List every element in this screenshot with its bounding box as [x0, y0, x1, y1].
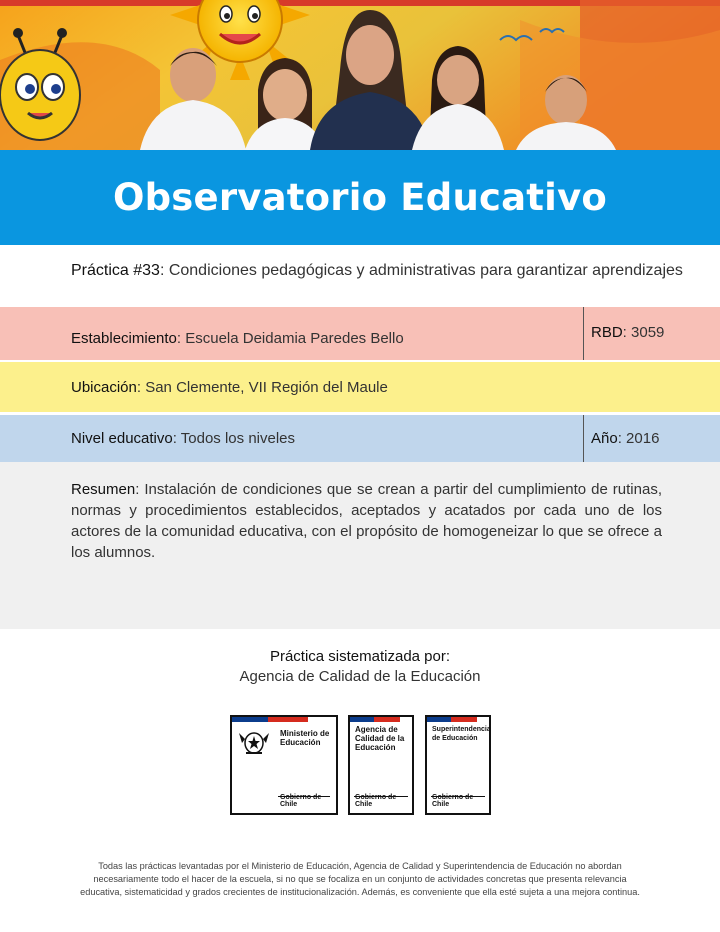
- flag-blue-bar: [427, 717, 451, 722]
- coat-of-arms-icon: [236, 727, 272, 755]
- flag-blue-bar: [232, 717, 268, 722]
- practice-label: Práctica #33: [71, 262, 160, 279]
- row-divider: [583, 307, 584, 360]
- logo-superintendencia-name: [432, 725, 491, 743]
- year-value: : 2016: [617, 430, 660, 447]
- title-band: [0, 150, 720, 245]
- year-label: Año: [591, 430, 618, 447]
- practice-title: : Condiciones pedagógicas y administrativas para garantizar aprendizajes: [159, 262, 683, 279]
- level-row: [0, 415, 720, 462]
- footer-disclaimer: [60, 860, 660, 899]
- logo-gobierno-text: Gobierno de Chile: [355, 794, 397, 808]
- logo-agencia-line2: Calidad de la: [355, 734, 405, 743]
- level-label: Nivel educativo: [71, 430, 173, 447]
- flag-red-bar: [374, 717, 400, 722]
- logo-agencia-calidad: [348, 715, 414, 815]
- systematized-label: Práctica sistematizada por:: [269, 648, 451, 665]
- header-photo: [0, 0, 720, 150]
- rbd-label: RBD: [591, 324, 623, 341]
- logo-superintendencia-line2: de Educación: [432, 735, 478, 742]
- logo-superintendencia: [425, 715, 491, 815]
- summary-section: [0, 462, 720, 629]
- establishment-value: : Escuela Deidamia Paredes Bello: [176, 330, 404, 347]
- logo-agencia-line1: Agencia de: [355, 725, 398, 734]
- location-cell: [71, 379, 388, 396]
- summary-text: : Instalación de condiciones que se crean a partir del cumplimiento de rutinas, normas y procedimientos establecidos, aceptados y acatados por cada uno de los actores de la comunidad educativa, con el propósito de homogeneizar lo que se ofrece a los alumnos.: [71, 481, 662, 561]
- flag-blue-bar: [350, 717, 374, 722]
- summary-paragraph: [71, 479, 662, 563]
- location-label: Ubicación: [71, 379, 137, 396]
- footer-line: necesariamente todo el hacer de la escuela, si no que se focaliza en un conjunto de actividades concretas que presenta relevancia: [93, 874, 627, 884]
- establishment-cell: [71, 330, 404, 347]
- location-row: [0, 362, 720, 412]
- logo-ministerio-line1: Ministerio de: [280, 729, 330, 738]
- footer-line: Todas las prácticas levantadas por el Ministerio de Educación, Agencia de Calidad y Superintendencia de Educación no abordan: [98, 861, 622, 871]
- practice-line: [0, 262, 720, 288]
- row-divider: [583, 415, 584, 462]
- location-value: : San Clemente, VII Región del Maule: [136, 379, 388, 396]
- level-cell: [71, 430, 295, 447]
- logo-ministerio-educacion: [230, 715, 338, 815]
- systematized-organization: Agencia de Calidad de la Educación: [239, 668, 481, 685]
- logo-agencia-name: [355, 725, 404, 752]
- footer-line: educativa, sistematicidad y grados crecientes de institucionalización. Además, es conveniente que ella esté sujeta a una mejora continua.: [80, 887, 640, 897]
- mural-photo-illustration: [0, 0, 720, 150]
- rbd-cell: [591, 324, 664, 341]
- logo-gobierno-text: Gobierno de Chile: [280, 794, 322, 808]
- logo-agencia-line3: Educación: [355, 743, 396, 752]
- logo-superintendencia-line1: Superintendencia: [432, 726, 491, 733]
- flag-red-bar: [268, 717, 308, 722]
- summary-label: Resumen: [71, 481, 136, 498]
- logo-ministerio-line2: Educación: [280, 738, 321, 747]
- logo-gobierno-text: Gobierno de Chile: [432, 794, 474, 808]
- rbd-value: : 3059: [622, 324, 665, 341]
- year-cell: [591, 430, 659, 447]
- page-title: Observatorio Educativo: [112, 176, 608, 219]
- flag-red-bar: [451, 717, 477, 722]
- level-value: : Todos los niveles: [172, 430, 296, 447]
- establishment-row: [0, 307, 720, 360]
- establishment-label: Establecimiento: [71, 330, 177, 347]
- logo-ministerio-name: [280, 729, 329, 747]
